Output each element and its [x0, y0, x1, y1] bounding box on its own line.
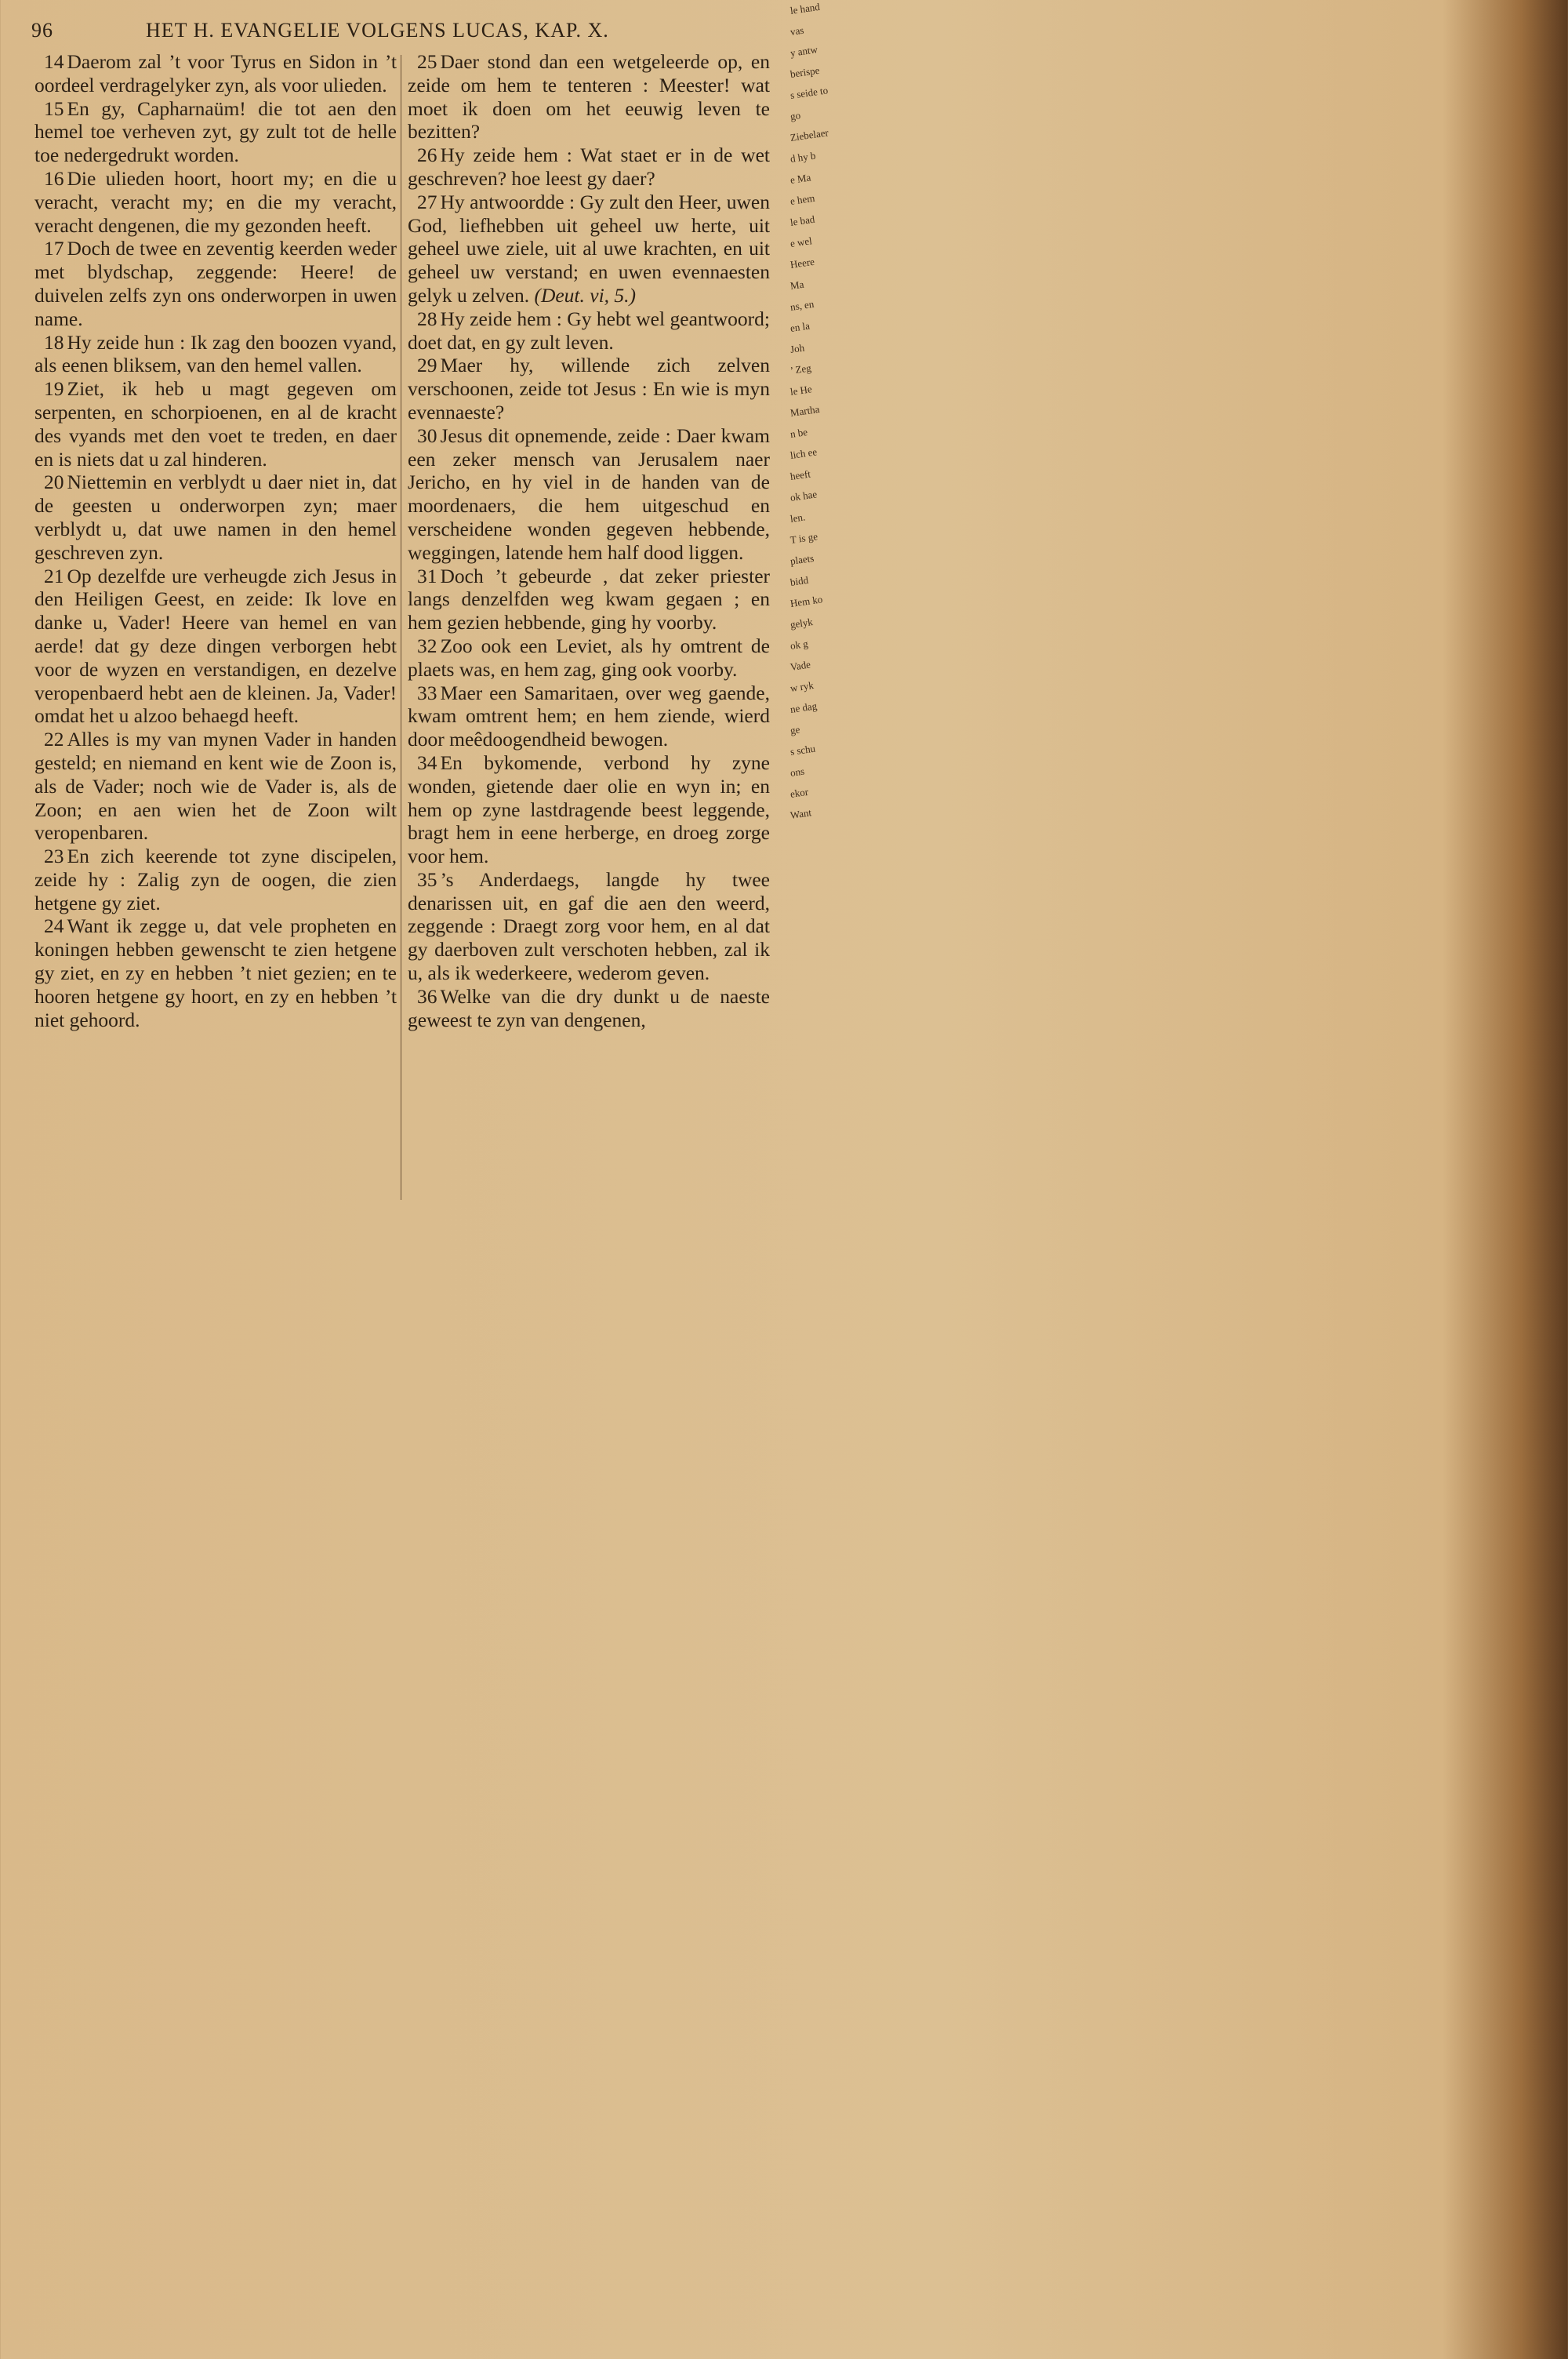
- verse: [408, 682, 770, 751]
- adjacent-page-fragment: Martha: [789, 402, 821, 419]
- verse: [34, 845, 397, 914]
- verse-number: 33: [417, 681, 437, 704]
- verse-text: En zich keerende tot zyne discipelen, zeide hy : Zalig zyn de oogen, die zien hetgene gy ziet.: [34, 845, 397, 914]
- verse: [408, 307, 770, 354]
- adjacent-page-fragment: T is ge: [789, 530, 818, 546]
- verse-text: Welke van die dry dunkt u de naeste geweest te zyn van dengenen,: [408, 984, 770, 1031]
- verse-text: Doch ’t gebeurde , dat zeker priester langs denzelfden weg kwam gegaen ; en hem gezien hebbende, ging hy voorby.: [408, 564, 770, 634]
- verse-text: Want ik zegge u, dat vele propheten en koningen hebben gewenscht te zien hetgene gy ziet, en zy en hebben ’t niet gezien; en te hooren hetgene gy hoort, en zy en hebben ’t niet gehoord.: [34, 914, 397, 1031]
- adjacent-page-fragment: ns, en: [789, 297, 815, 313]
- verse-text: Maer een Samaritaen, over weg gaende, kwam omtrent hem; en hem ziende, wierd door meêdoogendheid bewogen.: [408, 681, 770, 751]
- adjacent-page-fragment: le He: [789, 383, 813, 398]
- verse-text: Hy zeide hem : Gy hebt wel geantwoord; doet dat, en gy zult leven.: [408, 307, 770, 354]
- verse-text: Zoo ook een Leviet, als hy omtrent de plaets was, en hem zag, ging ook voorby.: [408, 634, 770, 681]
- adjacent-page-fragment: ne dag: [789, 700, 818, 715]
- adjacent-page-fragment: heeft: [789, 467, 811, 482]
- adjacent-page-fragment: vas: [789, 24, 805, 38]
- verse: [34, 728, 397, 845]
- adjacent-page-fragment: gelyk: [789, 616, 814, 631]
- verse-number: 23: [44, 845, 64, 868]
- adjacent-page-fragment: Joh: [789, 341, 805, 355]
- verse-number: 29: [417, 354, 437, 377]
- verse-number: 22: [44, 728, 64, 751]
- adjacent-page-fragment: lich ee: [789, 445, 818, 461]
- verse: [34, 167, 397, 237]
- verse: [34, 97, 397, 167]
- verse-number: 19: [44, 377, 64, 401]
- adjacent-page-fragment: Hem ko: [789, 593, 824, 609]
- verse-number: 36: [417, 984, 437, 1008]
- adjacent-page-fragment: w ryk: [789, 678, 815, 694]
- verse-text: Op dezelfde ure verheugde zich Jesus in den Heiligen Geest, en zeide: Ik love en danke u, Vader! Heere van hemel en van aerde! dat gy deze dingen verborgen hebt voor de wyzen en verstandigen, en dezelve veropenbaerd hebt aen de kleinen. Ja, Vader! omdat het u alzoo behaegd heeft.: [34, 564, 397, 728]
- verse: [34, 377, 397, 471]
- verse: [34, 914, 397, 1031]
- verse: [34, 237, 397, 330]
- adjacent-page-fragment: plaets: [789, 551, 815, 567]
- verse: [408, 985, 770, 1032]
- verse-number: 32: [417, 634, 437, 657]
- verse-text: Ziet, ik heb u magt gegeven om serpenten, en schorpioenen, en al de kracht des vyands met den voet te treden, en daer en is niets dat u zal hinderen.: [34, 377, 397, 471]
- verse: [34, 331, 397, 378]
- right-column: [408, 50, 770, 1031]
- left-column: [34, 50, 397, 1031]
- adjacent-page-fragment: ok hae: [789, 488, 818, 503]
- verse-text: En gy, Capharnaüm! die tot aen den hemel toe verheven zyt, gy zult tot de helle toe nedergedrukt worden.: [34, 96, 397, 167]
- adjacent-page-fragment: e wel: [789, 234, 813, 249]
- verse: [408, 868, 770, 985]
- adjacent-page-fragment: Ziebelaer: [789, 126, 829, 144]
- adjacent-page-fragment: y antw: [789, 43, 818, 59]
- adjacent-page-fragment: berispe: [789, 64, 821, 80]
- adjacent-page-fragment: d hy b: [789, 149, 817, 165]
- verse-text: Daer stond dan een wetgeleerde op, en zeide om hem te tenteren : Meester! wat moet ik doen om het eeuwig leven te bezitten?: [408, 50, 770, 144]
- adjacent-page-fragment: bidd: [789, 573, 809, 588]
- verse: [408, 634, 770, 682]
- verse-number: 24: [44, 914, 64, 938]
- verse-number: 27: [417, 190, 437, 213]
- verse-number: 28: [417, 307, 437, 330]
- verse-number: 20: [44, 471, 64, 494]
- verse: [408, 424, 770, 565]
- adjacent-page-fragment: Want: [789, 806, 812, 821]
- verse-number: 17: [44, 237, 64, 260]
- adjacent-page-fragment: le hand: [789, 0, 821, 16]
- verse: [34, 565, 397, 729]
- verse-number: 26: [417, 144, 437, 167]
- adjacent-page-fragment: s schu: [789, 742, 816, 758]
- verse: [408, 565, 770, 634]
- scripture-reference: (Deut. vi, 5.): [534, 283, 637, 307]
- page-header: [31, 19, 768, 45]
- verse-number: 35: [417, 867, 437, 891]
- verse: [408, 751, 770, 868]
- verse: [408, 191, 770, 307]
- adjacent-page-fragment: ge: [789, 723, 801, 736]
- verse-text: Die ulieden hoort, hoort my; en die u veracht, veracht my; en die my veracht, veracht dengenen, die my gezonden heeft.: [34, 166, 397, 237]
- verse-text: Hy zeide hun : Ik zag den boozen vyand, als eenen bliksem, van den hemel vallen.: [34, 330, 397, 377]
- running-title: HET H. EVANGELIE VOLGENS LUCAS, KAP. X.: [146, 19, 609, 42]
- verse-text: Hy zeide hem : Wat staet er in de wet geschreven? hoe leest gy daer?: [408, 144, 770, 190]
- verse-text: Alles is my van mynen Vader in handen gesteld; en niemand en kent wie de Zoon is, als de Vader; noch wie de Vader is, als de Zoon; en aen wien het de Zoon wilt veropenbaren.: [34, 728, 397, 845]
- verse: [34, 471, 397, 564]
- verse-number: 34: [417, 751, 437, 774]
- verse-text: Doch de twee en zeventig keerden weder met blydschap, zeggende: Heere! de duivelen zelfs zyn ons onderworpen in uwen name.: [34, 237, 397, 330]
- verse-number: 18: [44, 330, 64, 354]
- adjacent-page-fragment: Vade: [789, 658, 811, 673]
- verse-number: 31: [417, 564, 437, 587]
- verse-text: En bykomende, verbond hy zyne wonden, gietende daer olie en wyn in; en hem op zyne lastdragende beest leggende, bragt hem in eene herberge, en droeg zorge voor hem.: [408, 751, 770, 868]
- adjacent-page-fragment: en la: [789, 319, 811, 334]
- page-number: 96: [31, 19, 53, 42]
- adjacent-page-fragment: e hem: [789, 191, 816, 207]
- adjacent-page-fragment: len.: [789, 511, 806, 525]
- verse-number: 14: [44, 50, 64, 73]
- adjacent-page-fragment: ons: [789, 765, 805, 779]
- verse-number: 30: [417, 423, 437, 447]
- adjacent-page-fragment: ok g: [789, 637, 809, 652]
- verse: [408, 50, 770, 144]
- adjacent-page-fragment: e Ma: [789, 171, 812, 186]
- verse: [34, 50, 397, 97]
- adjacent-page-fragment: s seide to: [789, 84, 829, 101]
- verse: [408, 354, 770, 423]
- adjacent-page-edge: [789, 0, 829, 1230]
- adjacent-page-fragment: Heere: [789, 255, 815, 271]
- verse-number: 16: [44, 166, 64, 190]
- verse-number: 25: [417, 50, 437, 73]
- adjacent-page-fragment: ’ Zeg: [789, 362, 812, 376]
- verse-text: Niettemin en verblydt u daer niet in, dat de geesten u onderworpen zyn; maer verblydt u, dat uwe namen in den hemel geschreven zyn.: [34, 471, 397, 564]
- verse: [408, 144, 770, 191]
- verse-number: 15: [44, 96, 64, 120]
- verse-number: 21: [44, 564, 64, 587]
- adjacent-page-fragment: Ma: [789, 278, 805, 292]
- verse-text: Daerom zal ’t voor Tyrus en Sidon in ’t oordeel verdragelyker zyn, als voor ulieden.: [34, 50, 397, 96]
- adjacent-page-fragment: le bad: [789, 213, 816, 228]
- verse-text: Maer hy, willende zich zelven verschoonen, zeide tot Jesus : En wie is myn evennaeste?: [408, 354, 770, 423]
- adjacent-page-fragment: go: [789, 109, 801, 122]
- verse-text: ’s Anderdaegs, langde hy twee denarissen uit, en gaf die aen den weerd, zeggende : Draegt zorg voor hem, en al dat gy daerboven zult verschoten hebben, zal ik u, als ik wederkeere, wederom geven.: [408, 867, 770, 985]
- verse-text: Jesus dit opnemende, zeide : Daer kwam een zeker mensch van Jerusalem naer Jericho, en hy viel in de handen van de moordenaers, die hem uitgeschud en verscheidene wonden gegeven hebbende, weggingen, latende hem half dood liggen.: [408, 423, 770, 564]
- verse-text: Hy antwoordde : Gy zult den Heer, uwen God, liefhebben uit geheel uw herte, uit geheel uwe ziele, uit al uwe krachten, en uit geheel uw verstand; en uwen evennaesten gelyk u zelven.: [408, 190, 770, 307]
- adjacent-page-fragment: ekor: [789, 785, 809, 800]
- adjacent-page-fragment: n be: [789, 426, 808, 440]
